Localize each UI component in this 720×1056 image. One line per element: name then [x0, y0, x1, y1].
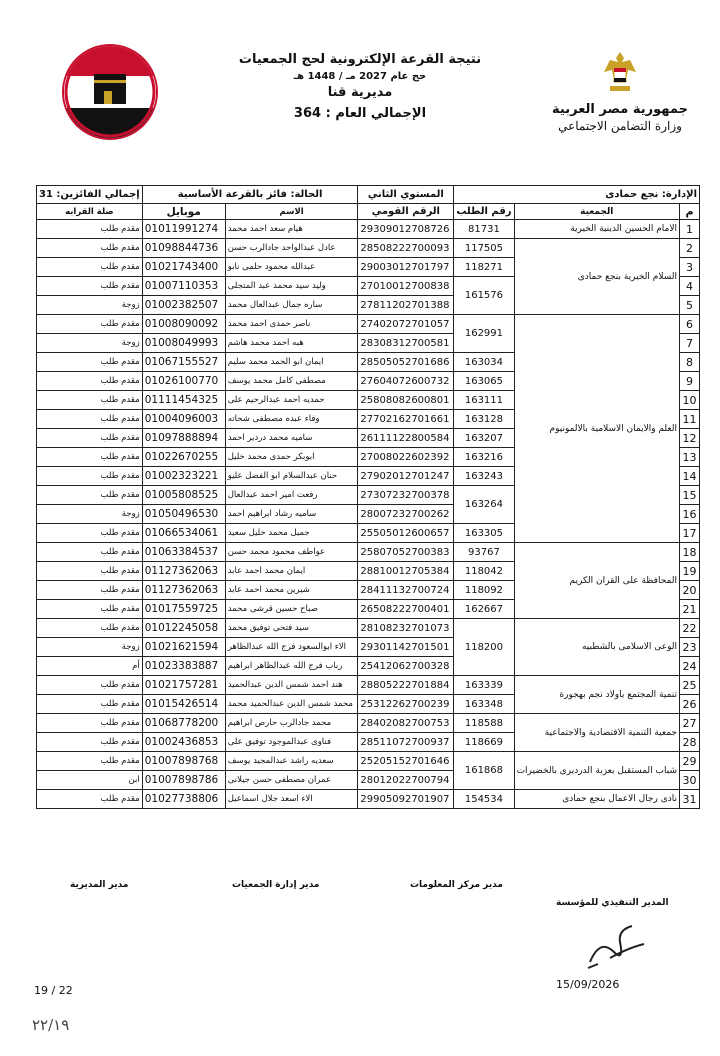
relation-cell: مقدم طلب — [37, 600, 143, 619]
mobile-cell: 01008090092 — [142, 315, 225, 334]
handwritten-signature-icon — [580, 918, 650, 970]
relation-cell: مقدم طلب — [37, 220, 143, 239]
relation-cell: زوجة — [37, 638, 143, 657]
row-number: 12 — [680, 429, 700, 448]
name-cell: جميل محمد خليل سعيد — [225, 524, 358, 543]
request-number-cell: 163128 — [454, 410, 514, 429]
mobile-cell: 01097888894 — [142, 429, 225, 448]
name-cell: رفعت امير احمد عبدالعال — [225, 486, 358, 505]
col-national-id: الرقم القومي — [358, 204, 454, 220]
relation-cell: مقدم طلب — [37, 372, 143, 391]
national-id-cell: 27010012700838 — [358, 277, 454, 296]
national-id-cell: 28810012705384 — [358, 562, 454, 581]
relation-cell: مقدم طلب — [37, 258, 143, 277]
row-number: 8 — [680, 353, 700, 372]
name-cell: حنان عبدالسلام ابو الفضل عليو — [225, 467, 358, 486]
col-name: الاسم — [225, 204, 358, 220]
request-number-cell: 118271 — [454, 258, 514, 277]
sig-directorate-manager: مدير المديرية — [70, 880, 129, 890]
name-cell: ناصر حمدى احمد محمد — [225, 315, 358, 334]
request-number-cell: 163305 — [454, 524, 514, 543]
mobile-cell: 01005808525 — [142, 486, 225, 505]
mobile-cell: 01008049993 — [142, 334, 225, 353]
mobile-cell: 01027738806 — [142, 790, 225, 809]
col-association: الجمعية — [514, 204, 679, 220]
table-row — [37, 714, 700, 733]
name-cell: ساره جمال عبدالعال محمد — [225, 296, 358, 315]
name-cell: شيرين محمد احمد عابد — [225, 581, 358, 600]
mobile-cell: 01127362063 — [142, 581, 225, 600]
grand-total-value: 364 — [293, 106, 322, 121]
egypt-eagle-icon — [602, 50, 638, 94]
name-cell: محمد جادالرب حارص ابراهيم — [225, 714, 358, 733]
request-number-cell: 163065 — [454, 372, 514, 391]
relation-cell: مقدم طلب — [37, 619, 143, 638]
request-number-cell: 163339 — [454, 676, 514, 695]
name-cell: هند احمد شمس الدين عبدالحميد — [225, 676, 358, 695]
name-cell: رباب فرج الله عبدالظاهر ابراهيم — [225, 657, 358, 676]
mobile-cell: 01002323221 — [142, 467, 225, 486]
row-number: 18 — [680, 543, 700, 562]
row-number: 16 — [680, 505, 700, 524]
relation-cell: مقدم طلب — [37, 562, 143, 581]
national-id-cell: 25412062700328 — [358, 657, 454, 676]
name-cell: وليد سيد محمد عبد المتجلى — [225, 277, 358, 296]
national-id-cell: 26508222700401 — [358, 600, 454, 619]
name-cell: ساميه محمد دردير احمد — [225, 429, 358, 448]
mobile-cell: 01098844736 — [142, 239, 225, 258]
national-id-cell: 27402072701057 — [358, 315, 454, 334]
national-id-cell: 28411132700724 — [358, 581, 454, 600]
national-id-cell: 28308312700581 — [358, 334, 454, 353]
row-number: 29 — [680, 752, 700, 771]
name-cell: ايمان محمد احمد عابد — [225, 562, 358, 581]
name-cell: ساميه رشاد ابراهيم احمد — [225, 505, 358, 524]
col-mobile: موبايل — [142, 204, 225, 220]
table-row — [37, 220, 700, 239]
row-number: 10 — [680, 391, 700, 410]
sig-info-manager: مدير مركز المعلومات — [410, 880, 503, 890]
relation-cell: مقدم طلب — [37, 315, 143, 334]
table-row — [37, 315, 700, 334]
national-id-cell: 25312262700239 — [358, 695, 454, 714]
association-cell: السلام الخيرية بنجع حمادى — [514, 239, 679, 315]
row-number: 22 — [680, 619, 700, 638]
relation-cell: مقدم طلب — [37, 714, 143, 733]
request-number-cell: 118092 — [454, 581, 514, 600]
mobile-cell: 01017559725 — [142, 600, 225, 619]
report-title: نتيجة القرعة الإلكترونية لحج الجمعيات — [238, 52, 482, 67]
mobile-cell: 01050496530 — [142, 505, 225, 524]
mobile-cell: 01007898768 — [142, 752, 225, 771]
row-number: 14 — [680, 467, 700, 486]
request-number-cell: 93767 — [454, 543, 514, 562]
row-number: 30 — [680, 771, 700, 790]
relation-cell: مقدم طلب — [37, 277, 143, 296]
row-number: 20 — [680, 581, 700, 600]
row-number: 31 — [680, 790, 700, 809]
association-cell: العلم والايمان الاسلامية بالالمونيوم — [514, 315, 679, 543]
row-number: 9 — [680, 372, 700, 391]
request-number-cell: 163207 — [454, 429, 514, 448]
mobile-cell: 01007898786 — [142, 771, 225, 790]
mobile-cell: 01021743400 — [142, 258, 225, 277]
association-logo — [62, 44, 158, 140]
national-id-cell: 28012022700794 — [358, 771, 454, 790]
national-id-cell: 29905092701907 — [358, 790, 454, 809]
relation-cell: مقدم طلب — [37, 543, 143, 562]
sig-executive-manager: المدير التنفيذي للمؤسسة — [556, 898, 669, 908]
national-id-cell: 27604072600732 — [358, 372, 454, 391]
status-cell: الحالة: فائز بالقرعة الأساسية — [142, 186, 358, 204]
report-header — [220, 52, 500, 121]
name-cell: حمديه احمد عبدالرحيم على — [225, 391, 358, 410]
association-cell: الامام الحسين الدينية الخيرية — [514, 220, 679, 239]
hajj-season: حج عام 2027 مـ / 1448 هـ — [293, 71, 427, 82]
relation-cell: زوجة — [37, 505, 143, 524]
row-number: 17 — [680, 524, 700, 543]
relation-cell: مقدم طلب — [37, 752, 143, 771]
request-number-cell: 81731 — [454, 220, 514, 239]
mobile-cell: 01012245058 — [142, 619, 225, 638]
mobile-cell: 01127362063 — [142, 562, 225, 581]
mobile-cell: 01068778200 — [142, 714, 225, 733]
mobile-cell: 01002436853 — [142, 733, 225, 752]
national-id-cell: 25807052700383 — [358, 543, 454, 562]
mobile-cell: 01067155527 — [142, 353, 225, 372]
row-number: 1 — [680, 220, 700, 239]
table-row — [37, 790, 700, 809]
request-number-cell: 163034 — [454, 353, 514, 372]
national-id-cell: 26111122800584 — [358, 429, 454, 448]
association-cell: المحافظة على القران الكريم — [514, 543, 679, 619]
relation-cell: مقدم طلب — [37, 581, 143, 600]
relation-cell: مقدم طلب — [37, 524, 143, 543]
relation-cell: مقدم طلب — [37, 467, 143, 486]
winners-cell: إجمالي الفائزين: 31 — [37, 186, 143, 204]
name-cell: الاء اسعد جلال اسماعيل — [225, 790, 358, 809]
request-number-cell: 118588 — [454, 714, 514, 733]
row-number: 24 — [680, 657, 700, 676]
national-id-cell: 28007232700262 — [358, 505, 454, 524]
row-number: 4 — [680, 277, 700, 296]
national-id-cell: 27307232700378 — [358, 486, 454, 505]
name-cell: هيام سعد احمد محمد — [225, 220, 358, 239]
national-id-cell: 25505012600657 — [358, 524, 454, 543]
row-number: 28 — [680, 733, 700, 752]
request-number-cell: 162667 — [454, 600, 514, 619]
mobile-cell: 01021757281 — [142, 676, 225, 695]
table-row — [37, 752, 700, 771]
kaaba-logo-icon — [64, 46, 156, 138]
name-cell: عمران مصطفى حسن جيلانى — [225, 771, 358, 790]
association-cell: الوعى الاسلامى بالشطبيه — [514, 619, 679, 676]
association-cell: شباب المستقبل بعزبة الدرديرى بالخضيرات — [514, 752, 679, 790]
association-cell: نادى رجال الاعمال بنجع حمادى — [514, 790, 679, 809]
national-id-cell: 28511072700937 — [358, 733, 454, 752]
request-number-cell: 163348 — [454, 695, 514, 714]
table-row — [37, 619, 700, 638]
row-number: 21 — [680, 600, 700, 619]
name-cell: الاء ابوالسعود فرج الله عبدالظاهر — [225, 638, 358, 657]
directorate-name: مديرية قنا — [327, 85, 393, 100]
mobile-cell: 01063384537 — [142, 543, 225, 562]
country-name: جمهورية مصر العربية — [552, 102, 688, 117]
header-row — [37, 204, 700, 220]
mobile-cell: 01066534061 — [142, 524, 225, 543]
row-number: 7 — [680, 334, 700, 353]
row-number: 15 — [680, 486, 700, 505]
col-m: م — [680, 204, 700, 220]
row-number: 11 — [680, 410, 700, 429]
mobile-cell: 01002382507 — [142, 296, 225, 315]
ministry-header — [545, 50, 695, 133]
mobile-cell: 01023383887 — [142, 657, 225, 676]
level-cell: المستوي الثاني — [358, 186, 454, 204]
row-number: 13 — [680, 448, 700, 467]
request-number-cell: 161576 — [454, 277, 514, 315]
name-cell: عواطف محمود محمد حسن — [225, 543, 358, 562]
admin-cell: الإدارة: نجع حمادى — [454, 186, 700, 204]
association-cell: جمعية التنمية الاقتصادية والاجتماعية — [514, 714, 679, 752]
mobile-cell: 01111454325 — [142, 391, 225, 410]
name-cell: ايمان ابو الحمد محمد سليم — [225, 353, 358, 372]
row-number: 23 — [680, 638, 700, 657]
sig-assoc-manager: مدير إدارة الجمعيات — [232, 880, 320, 890]
name-cell: صباح حسين قرشى محمد — [225, 600, 358, 619]
col-relation: صلة القرابه — [37, 204, 143, 220]
row-number: 27 — [680, 714, 700, 733]
relation-cell: ابن — [37, 771, 143, 790]
grand-total-label: الإجمالي العام : — [325, 106, 427, 121]
relation-cell: أم — [37, 657, 143, 676]
association-cell: تنمية المجتمع باولاد نجم بهجورة — [514, 676, 679, 714]
relation-cell: زوجة — [37, 296, 143, 315]
mobile-cell: 01026100770 — [142, 372, 225, 391]
relation-cell: مقدم طلب — [37, 410, 143, 429]
request-number-cell: 163111 — [454, 391, 514, 410]
national-id-cell: 28402082700753 — [358, 714, 454, 733]
request-number-cell: 118200 — [454, 619, 514, 676]
relation-cell: مقدم طلب — [37, 353, 143, 372]
national-id-cell: 25205152701646 — [358, 752, 454, 771]
row-number: 3 — [680, 258, 700, 277]
name-cell: سيد فتحى توفيق محمد — [225, 619, 358, 638]
national-id-cell: 27811202701388 — [358, 296, 454, 315]
row-number: 6 — [680, 315, 700, 334]
row-number: 26 — [680, 695, 700, 714]
name-cell: وفاء عبده مصطفى شحاته — [225, 410, 358, 429]
national-id-cell: 28508222700093 — [358, 239, 454, 258]
table-row — [37, 676, 700, 695]
request-number-cell: 163216 — [454, 448, 514, 467]
name-cell: هبه احمد محمد هاشم — [225, 334, 358, 353]
request-number-cell: 163243 — [454, 467, 514, 486]
ministry-name: وزارة التضامن الاجتماعي — [558, 119, 682, 133]
national-id-cell: 27008022602392 — [358, 448, 454, 467]
name-cell: عادل عبدالواحد جادالرب حسن — [225, 239, 358, 258]
table-row — [37, 543, 700, 562]
request-number-cell: 118042 — [454, 562, 514, 581]
name-cell: فناوى عبدالموجود توفيق على — [225, 733, 358, 752]
relation-cell: مقدم طلب — [37, 676, 143, 695]
winners-table — [36, 185, 700, 809]
mobile-cell: 01015426514 — [142, 695, 225, 714]
table-row — [37, 239, 700, 258]
relation-cell: مقدم طلب — [37, 486, 143, 505]
request-number-cell: 117505 — [454, 239, 514, 258]
relation-cell: مقدم طلب — [37, 790, 143, 809]
page-number: 19 / 22 — [34, 984, 73, 997]
national-id-cell: 28805222701884 — [358, 676, 454, 695]
info-row — [37, 186, 700, 204]
row-number: 2 — [680, 239, 700, 258]
mobile-cell: 01021621594 — [142, 638, 225, 657]
name-cell: مصطفى كامل محمد يوسف — [225, 372, 358, 391]
relation-cell: مقدم طلب — [37, 695, 143, 714]
request-number-cell: 161868 — [454, 752, 514, 790]
national-id-cell: 27902012701247 — [358, 467, 454, 486]
name-cell: محمد شمس الدين عبدالحميد محمد — [225, 695, 358, 714]
row-number: 19 — [680, 562, 700, 581]
national-id-cell: 29301142701501 — [358, 638, 454, 657]
request-number-cell: 118669 — [454, 733, 514, 752]
mobile-cell: 01004096003 — [142, 410, 225, 429]
relation-cell: مقدم طلب — [37, 448, 143, 467]
row-number: 5 — [680, 296, 700, 315]
relation-cell: زوجة — [37, 334, 143, 353]
national-id-cell: 25808082600801 — [358, 391, 454, 410]
name-cell: عبدالله محمود حلمى نابو — [225, 258, 358, 277]
relation-cell: مقدم طلب — [37, 429, 143, 448]
national-id-cell: 28108232701073 — [358, 619, 454, 638]
relation-cell: مقدم طلب — [37, 391, 143, 410]
report-date: 15/09/2026 — [556, 978, 620, 991]
mobile-cell: 01011991274 — [142, 220, 225, 239]
mobile-cell: 01007110353 — [142, 277, 225, 296]
name-cell: ابوبكر حمدى محمد خليل — [225, 448, 358, 467]
request-number-cell: 154534 — [454, 790, 514, 809]
national-id-cell: 29003012701797 — [358, 258, 454, 277]
request-number-cell: 163264 — [454, 486, 514, 524]
col-request-number: رقم الطلب — [454, 204, 514, 220]
row-number: 25 — [680, 676, 700, 695]
request-number-cell: 162991 — [454, 315, 514, 353]
grand-total — [220, 106, 500, 121]
handwritten-page-note: ٢٢/١٩ — [32, 1016, 70, 1034]
mobile-cell: 01022670255 — [142, 448, 225, 467]
national-id-cell: 28505052701686 — [358, 353, 454, 372]
name-cell: سعديه راشد عبدالمجيد يوسف — [225, 752, 358, 771]
national-id-cell: 27702162701661 — [358, 410, 454, 429]
relation-cell: مقدم طلب — [37, 239, 143, 258]
national-id-cell: 29309012708726 — [358, 220, 454, 239]
relation-cell: مقدم طلب — [37, 733, 143, 752]
